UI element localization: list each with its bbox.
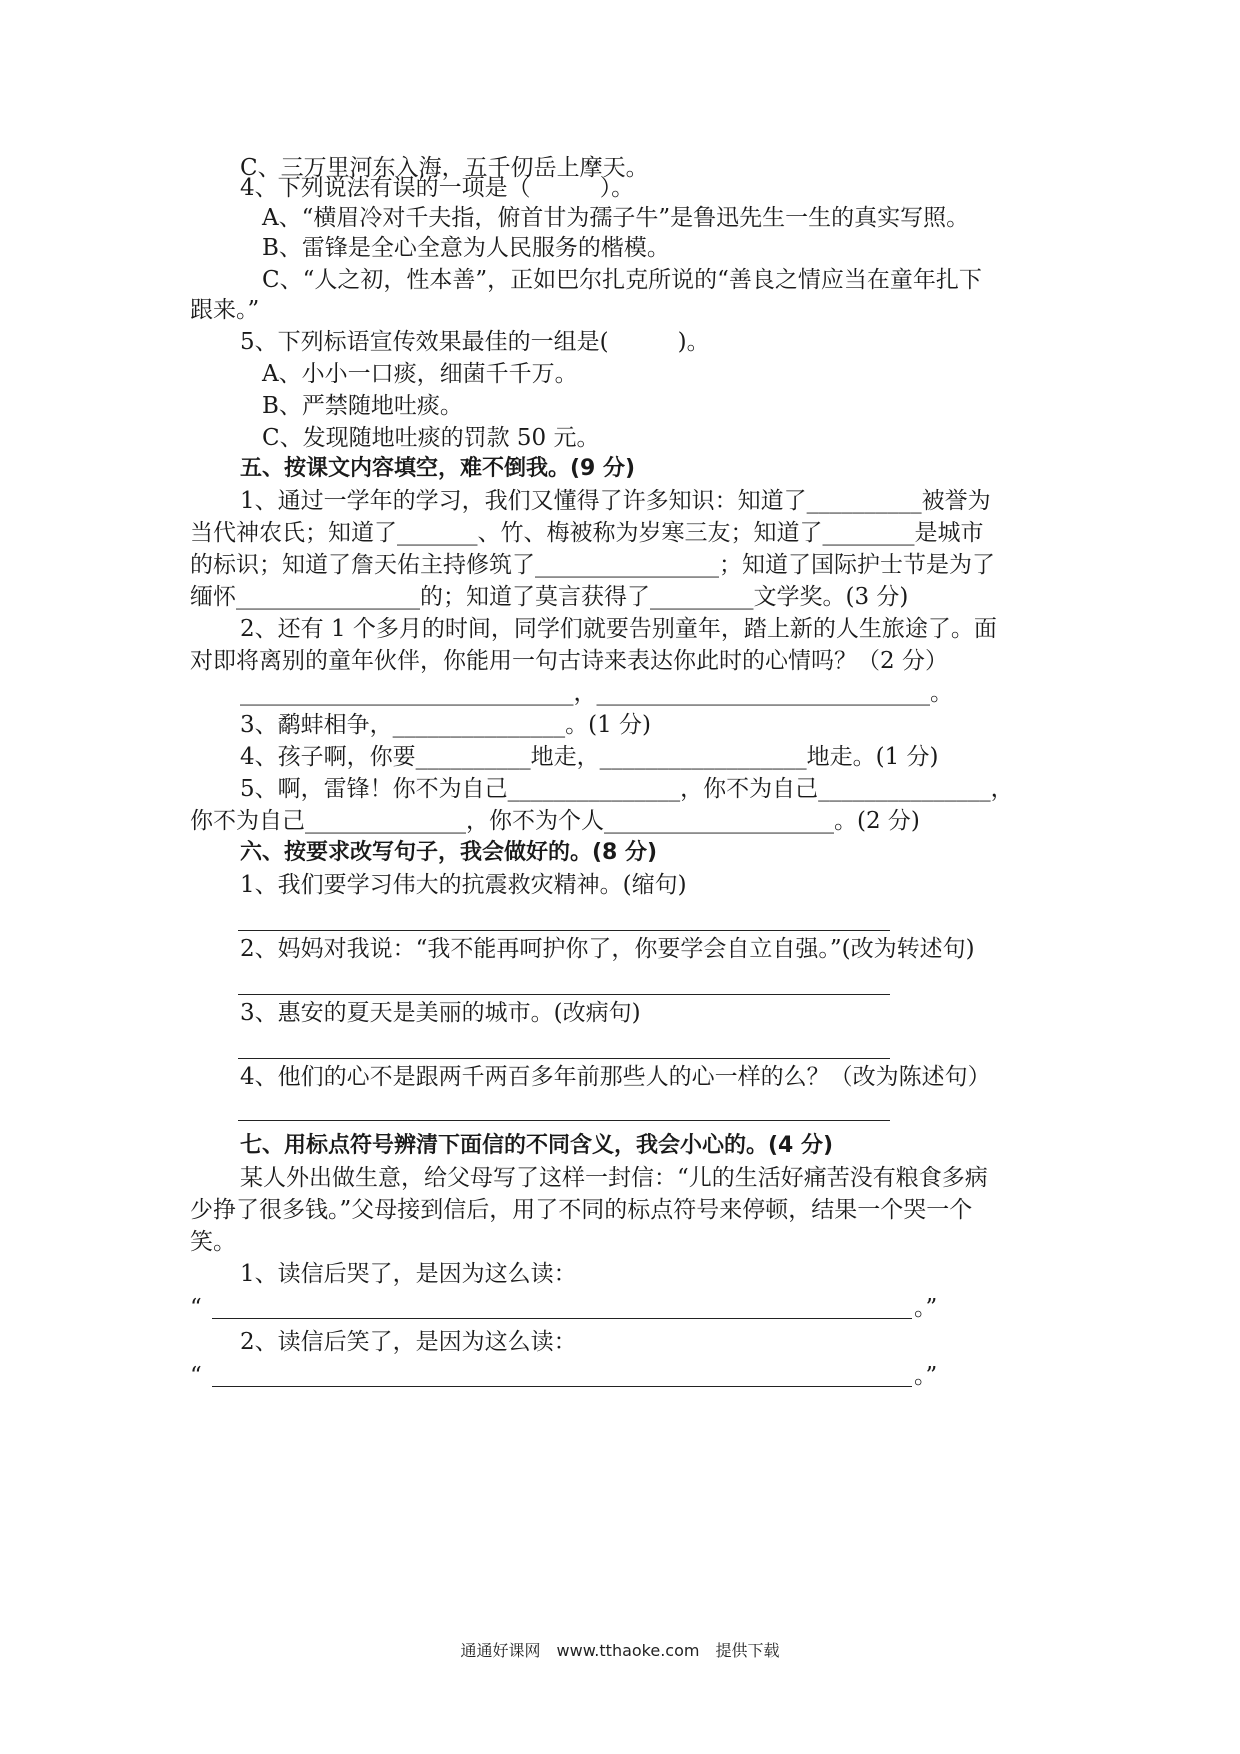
section5-item4: 4、孩子啊，你要__________地走，__________________地走。(1 分) xyxy=(240,744,939,770)
section6-item2-answer-line[interactable] xyxy=(238,994,890,995)
section7-heading: 七、用标点符号辨清下面信的不同含义，我会小心的。(4 分) xyxy=(240,1133,834,1158)
section6-item4-answer-line[interactable] xyxy=(238,1120,890,1121)
section5-item5-line2: 你不为自己______________，你不为个人____________________。(2 分) xyxy=(190,808,920,834)
section7-intro-line1: 某人外出做生意，给父母写了这样一封信：“儿的生活好痛苦没有粮食多病 xyxy=(240,1165,988,1191)
q3-option-c: C、三万里河东入海，五千仞岳上摩天。 xyxy=(240,155,649,181)
section7-item1-open-quote: “ xyxy=(190,1295,202,1321)
section5-item1-line3: 的标识；知道了詹天佑主持修筑了________________；知道了国际护士节是为了 xyxy=(190,552,995,578)
section6-item1-answer-line[interactable] xyxy=(238,930,890,931)
section6-item1: 1、我们要学习伟大的抗震救灾精神。(缩句) xyxy=(240,872,687,898)
section5-item5-line1: 5、啊，雷锋！你不为自己_______________，你不为自己_______________， xyxy=(240,776,1014,802)
section7-intro-line3: 笑。 xyxy=(190,1229,236,1255)
section7-item2-open-quote: “ xyxy=(190,1363,202,1389)
section7-item1: 1、读信后哭了，是因为这么读： xyxy=(240,1261,577,1287)
section5-item1-line4: 缅怀________________的；知道了莫言获得了_________文学奖。(3 分) xyxy=(190,584,909,610)
q4-option-b: B、雷锋是全心全意为人民服务的楷模。 xyxy=(262,235,670,261)
q5-option-c: C、发现随地吐痰的罚款 50 元。 xyxy=(262,425,600,451)
section5-item1-line1: 1、通过一学年的学习，我们又懂得了许多知识：知道了__________被誉为 xyxy=(240,488,991,514)
section7-item2-answer-line[interactable] xyxy=(212,1386,912,1387)
section7-item1-close-quote: 。” xyxy=(914,1295,938,1321)
section6-item4: 4、他们的心不是跟两千两百多年前那些人的心一样的么？（改为陈述句） xyxy=(240,1064,991,1090)
section7-intro-line2: 少挣了很多钱。”父母接到信后，用了不同的标点符号来停顿，结果一个哭一个 xyxy=(190,1197,973,1223)
section5-item3: 3、鹬蚌相争，_______________。(1 分) xyxy=(240,712,652,738)
q4-stem: 4、下列说法有误的一项是（ ）。 xyxy=(240,175,635,201)
page-footer: 通通好课网 www.tthaoke.com 提供下载 xyxy=(460,1641,780,1660)
q5-option-a: A、小小一口痰，细菌千千万。 xyxy=(262,361,578,387)
q4-option-a: A、“横眉冷对千夫指，俯首甘为孺子牛”是鲁迅先生一生的真实写照。 xyxy=(262,205,970,231)
section6-item2: 2、妈妈对我说：“我不能再呵护你了，你要学会自立自强。”(改为转述句) xyxy=(240,936,975,962)
q4-option-c-line2: 跟来。” xyxy=(190,297,260,323)
section5-heading: 五、按课文内容填空，难不倒我。(9 分) xyxy=(240,456,636,481)
section7-item1-answer-line[interactable] xyxy=(212,1318,912,1319)
section5-item2-line2: 对即将离别的童年伙伴，你能用一句古诗来表达你此时的心情吗？（2 分） xyxy=(190,648,948,674)
section7-item2-close-quote: 。” xyxy=(914,1363,938,1389)
q5-stem: 5、下列标语宣传效果最佳的一组是( )。 xyxy=(240,329,710,355)
section6-item3: 3、惠安的夏天是美丽的城市。(改病句) xyxy=(240,1000,641,1026)
section6-heading: 六、按要求改写句子，我会做好的。(8 分) xyxy=(240,840,658,865)
section5-item2-line1: 2、还有 1 个多月的时间，同学们就要告别童年，踏上新的人生旅途了。面 xyxy=(240,616,997,642)
q5-option-b: B、严禁随地吐痰。 xyxy=(262,393,463,419)
section6-item3-answer-line[interactable] xyxy=(238,1058,890,1059)
section5-item1-line2: 当代神农氏；知道了_______、竹、梅被称为岁寒三友；知道了________是城市 xyxy=(190,520,984,546)
section7-item2: 2、读信后笑了，是因为这么读： xyxy=(240,1329,577,1355)
q4-option-c-line1: C、“人之初，性本善”，正如巴尔扎克所说的“善良之情应当在童年扎下 xyxy=(262,267,982,293)
section5-item2-answer[interactable]: _____________________________，_____________________________。 xyxy=(240,680,953,706)
